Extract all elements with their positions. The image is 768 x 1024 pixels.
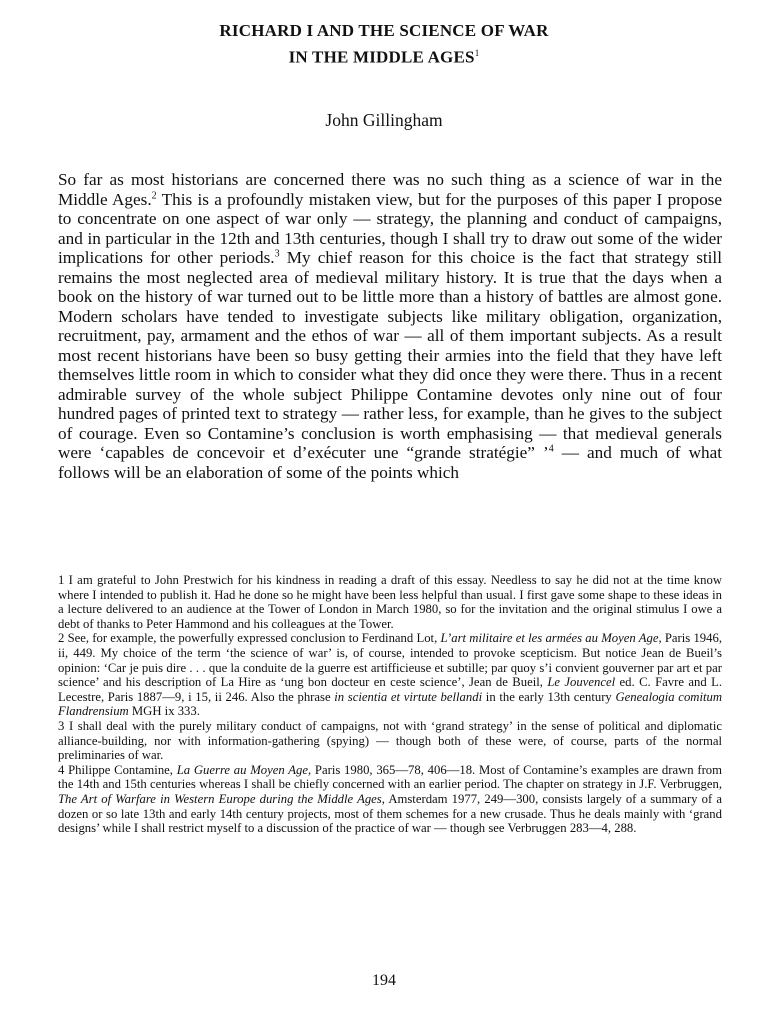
body-text-segment: — and much of what follows will be an elaboration of some of the points which [58, 443, 722, 482]
footnote-text: , Paris 1980, 365—78, 406—18. Most of Contamine’s examples are drawn from the 14th and 15th centuries whereas I shall be chiefly concerned with an earlier period. The chapter on strategy in J.F. Verbruggen, [58, 762, 723, 792]
footnote-text: in the early 13th century [482, 689, 616, 704]
body-paragraph [58, 170, 722, 482]
footnote-italic: L’art militaire et les armées au Moyen Age [440, 631, 659, 646]
title-line-2-text: IN THE MIDDLE AGES [288, 47, 475, 67]
body-text-segment: This is a profoundly mistaken view, but for the purposes of this paper I propose to concentrate on one aspect of war only — strategy, the planning and conduct of campaigns, and in particular in the 12th and 13th centuries, though I shall try to draw out some of the wider implications for other periods. [58, 189, 722, 267]
footnote-4 [58, 763, 722, 836]
title-footnote-ref: 1 [474, 48, 480, 58]
footnote-2 [58, 631, 722, 719]
footnote-3: 3 I shall deal with the purely military conduct of campaigns, not with ‘grand strategy’ in the sense of political and diplomatic alliance-building, nor with information-gathering (spying) — though both of these were, of course, parts of the normal preliminaries of war. [58, 718, 722, 763]
page-number: 194 [372, 972, 396, 989]
footnotes [58, 573, 722, 836]
footnote-text: , Paris 1946, ii, 449. My choice of the term ‘the science of war’ is, of course, intended to provoke scepticism. But notice Jean de Bueil’s opinion: ‘Car je puis dire . . . que la conduite de la guerre est artifficieuse et subtille; par quoy s’i convient gouverner par art et par science’ and his description of La Hire as ‘ung bon docteur en ceste science’, Jean de Bueil, [58, 631, 722, 690]
footnote-italic: La Guerre au Moyen Age [176, 762, 308, 777]
footnote-italic: in scientia et virtute bellandi [334, 689, 483, 704]
title-line-2 [0, 42, 768, 69]
main-text [58, 170, 722, 482]
article-title [0, 20, 768, 69]
footnote-ref-4: 4 [548, 443, 554, 455]
footnote-1: 1 I am grateful to John Prestwich for his kindness in reading a draft of this essay. Needless to say he did not at the time know where I intended to publish it. Had he done so he might have been less helpful than usual. I first gave some shape to these ideas in a lecture delivered to an audience at the Tower of London in March 1980, so for the invitation and the original stimulus I owe a debt of thanks to Peter Hammond and his colleagues at the Tower. [58, 573, 722, 631]
footnote-text: ed. C. Favre and L. Lecestre, Paris 1887—9, i 15, ii 246. Also the phrase [58, 675, 722, 704]
footnote-ref-3: 3 [274, 248, 280, 260]
footnote-text: 2 See, for example, the powerfully expressed conclusion to Ferdinand Lot, [58, 631, 441, 646]
body-text-segment: My chief reason for this choice is the fact that strategy still remains the most neglected area of medieval military history. It is true that the days when a book on the history of war turned out to be little more than a history of battles are almost gone. Modern scholars have tended to investigate subjects like military obligation, organization, recruitment, pay, armament and the ethos of war — all of them important subjects. As a result most recent historians have been so busy getting their armies into the field that they have left themselves little room in which to consider what they did once they were there. Thus in a recent admirable survey of the whole subject Philippe Contamine devotes only nine out of four hundred pages of printed text to strategy — rather less, for example, than he gives to the subject of courage. Even so Contamine’s conclusion is worth emphasising — that medieval generals were ‘capables de concevoir et d’exécuter une “grande stratégie” ’ [58, 248, 722, 462]
footnote-italic: Genealogia comitum Flandrensium [58, 689, 723, 719]
footnote-text: 4 Philippe Contamine, [58, 762, 177, 777]
title-line-1: RICHARD I AND THE SCIENCE OF WAR [219, 21, 549, 40]
author-name: John Gillingham [325, 110, 443, 130]
footnote-italic: Le Jouvencel [547, 675, 616, 690]
body-text-segment: So far as most historians are concerned there was no such thing as a science of war in the Middle Ages. [58, 170, 722, 209]
footnote-italic: The Art of Warfare in Western Europe during the Middle Ages [58, 791, 382, 806]
footnote-ref-2: 2 [151, 189, 157, 201]
footnote-text: , Amsterdam 1977, 249—300, consists largely of a summary of a dozen or so late 13th and early 14th century projects, most of them schemes for a new crusade. Thus he deals mainly with ‘grand designs’ while I shall restrict myself to a discussion of the practice of war — though see Verbruggen 283—4, 288. [58, 791, 722, 836]
footnote-text: MGH ix 333. [128, 704, 200, 719]
